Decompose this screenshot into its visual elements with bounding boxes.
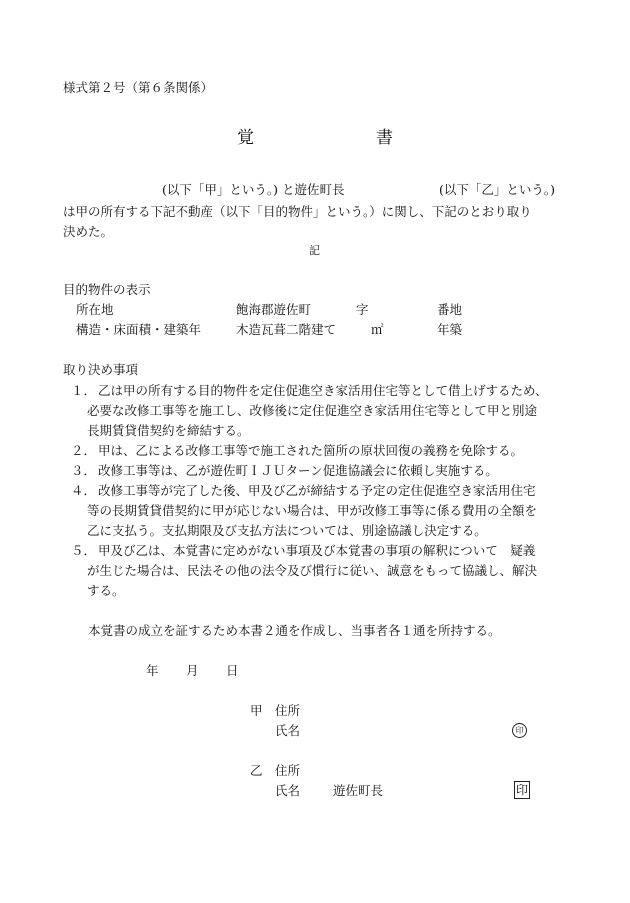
party-a-seal: 印 [512, 723, 527, 738]
item-line: 等の長期賃貸借契約に甲が応じない場合は、甲が改修工事等に係る費用の全額を [87, 503, 538, 518]
party-b-name-value: 遊佐町長 [333, 783, 384, 798]
item-line: 甲は、乙による改修工事等で施工された箇所の原状回復の義務を免除する。 [98, 443, 524, 458]
party-b-label: 乙 [250, 763, 263, 778]
property-heading: 目的物件の表示 [63, 282, 151, 297]
form-label: 様式第２号（第６条関係） [63, 80, 214, 95]
area-unit: ㎡ [371, 322, 384, 337]
item-number: ２． [71, 443, 97, 458]
title-left-char: 覚 [237, 128, 254, 148]
intro-line-2: は甲の所有する下記不動産（以下「目的物件」という。）に関し、下記のとおり取り [63, 204, 532, 219]
date-day: 日 [226, 663, 239, 678]
item-line: 必要な改修工事等を施工し、改修後に定住促進空き家活用住宅等として甲と別途 [87, 403, 538, 418]
item-number: ３． [71, 463, 97, 478]
ki-heading: 記 [309, 244, 320, 257]
intro-line-3: 決めた。 [63, 224, 114, 239]
item-number: １． [71, 383, 97, 398]
items-heading: 取り決め事項 [63, 362, 139, 377]
date-year: 年 [146, 663, 159, 678]
item-line: 乙に支払う。支払期限及び支払方法については、別途協議し決定する。 [87, 523, 487, 538]
intro-line-1b: (以下「乙」という。) [439, 182, 556, 197]
party-a-name-label: 氏名 [275, 723, 301, 738]
item-line: 改修工事等は、乙が遊佐町ＩＪＵターン促進協議会に依頼し実施する。 [98, 463, 498, 478]
party-b-seal: 印 [515, 783, 528, 797]
item-line: 長期賃貸借契約を締結する。 [87, 423, 250, 438]
item-number: ４． [71, 483, 97, 498]
location-value: 飽海郡遊佐町 [236, 302, 312, 317]
item-line: 甲及び乙は、本覚書に定めがない事項及び本覚書の事項の解釈について 疑義 [98, 543, 536, 558]
item-line: が生じた場合は、民法その他の法令及び慣行に従い、誠意をもって協議し、解決 [87, 563, 538, 578]
party-b-address-label: 住所 [275, 763, 301, 778]
party-a-label: 甲 [250, 703, 263, 718]
title-right-char: 書 [376, 128, 393, 148]
party-b-name-label: 氏名 [275, 783, 301, 798]
item-line: 乙は甲の所有する目的物件を定住促進空き家活用住宅等として借上げするため、 [98, 383, 548, 398]
structure-label: 構造・床面積・建築年 [76, 322, 202, 337]
banchi-label: 番地 [437, 302, 463, 317]
intro-line-1a: (以下「甲」という。) と遊佐町長 [162, 182, 345, 197]
built-label: 年築 [437, 322, 463, 337]
date-month: 月 [186, 663, 199, 678]
aza-label: 字 [356, 302, 369, 317]
item-number: ５． [71, 543, 97, 558]
item-line: する。 [87, 583, 125, 598]
structure-value: 木造瓦葺二階建て [236, 322, 337, 337]
party-a-address-label: 住所 [275, 703, 301, 718]
location-label: 所在地 [76, 302, 114, 317]
item-line: 改修工事等が完了した後、甲及び乙が締結する予定の定住促進空き家活用住宅 [98, 483, 536, 498]
closing-statement: 本覚書の成立を証するため本書２通を作成し、当事者各１通を所持する。 [88, 623, 501, 638]
